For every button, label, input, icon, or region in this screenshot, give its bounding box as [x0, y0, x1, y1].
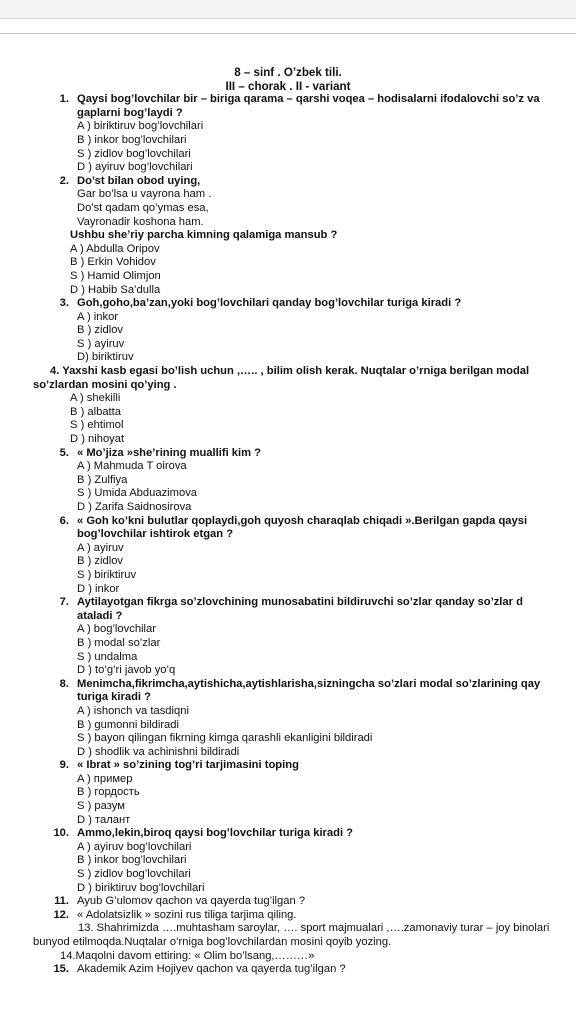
question-15 [0, 963, 576, 977]
top-bar [0, 0, 576, 19]
question-text: ataladi ? [77, 609, 123, 622]
option-s: S ) bayon qilingan fikrning kimga qarashli ekanligini bildiradi [77, 732, 373, 745]
option-a: A ) ayiruv [77, 541, 124, 554]
poem-line: Gar bo’lsa u vayrona ham . [77, 188, 212, 201]
question-3 [0, 297, 576, 311]
question-text: Goh,goho,ba’zan,yoki bog’lovchilari qanday bog’lovchilar turiga kiradi ? [77, 297, 462, 310]
option-b: B ) zidlov [77, 555, 124, 568]
question-text: Aytilayotgan fikrga so’zlovchining munosabatini bildiruvchi so’zlar qanday so’zlar d [77, 596, 523, 609]
question-4: 4. Yaxshi kasb egasi bo’lish uchun ,….. , bilim olish kerak. Nuqtalar o’rniga berilgan modal [50, 365, 530, 378]
question-text: « Ibrat » so’zining tog’ri tarjimasini toping [77, 759, 299, 772]
option-d: D ) ayiruv bog’lovchilari [77, 161, 193, 174]
question-14: 14.Maqolni davom ettiring: « Olim bo’lsang,………» [60, 949, 315, 962]
option-d: D ) biriktiruv bog’lovchilari [77, 881, 205, 894]
question-10 [0, 827, 576, 841]
option-d: D ) nihoyat [70, 433, 125, 446]
option-s: S ) Hamid Olimjon [70, 269, 161, 282]
question-number: 10. [53, 827, 69, 840]
question-text: so’zlardan mosini qo’ying . [33, 378, 177, 391]
option-s: S ) undalma [77, 650, 138, 663]
question-text: Ammo,lekin,biroq qaysi bog’lovchilar turiga kiradi ? [77, 827, 354, 840]
question-1 [0, 93, 576, 120]
option-s: S ) biriktiruv [77, 568, 137, 581]
option-s: S ) разум [77, 800, 125, 813]
question-text: bog’lovchilar ishtirok etgan ? [77, 528, 234, 541]
question-number: 3. [59, 297, 69, 310]
option-b: B ) gumonni bildiradi [77, 718, 179, 731]
question-text: turiga kiradi ? [77, 691, 151, 704]
option-b: B ) гордость [77, 786, 140, 799]
question-number: 6. [59, 514, 69, 527]
poem-line: Do’st qadam qo’ymas esa, [77, 201, 209, 214]
question-text: Qaysi bog’lovchilar bir – biriga qarama – qarshi voqea – hodisalarni ifodalovchi so’z va [77, 93, 540, 106]
question-text: « Goh ko’kni bulutlar qoplaydi,goh quyosh charaqlab chiqadi ».Berilgan gapda qaysi [77, 514, 528, 527]
question-number: 1. [59, 93, 69, 106]
question-13: 13. Shahrimizda ….muhtasham saroylar, …. sport majmualari ,….zamonaviy turar – joy binolari [78, 922, 550, 935]
poem-line: Vayronadir koshona ham. [77, 215, 204, 228]
option-a: A ) biriktiruv bog’lovchilari [77, 120, 204, 133]
option-d: D ) Zarifa Saidnosirova [77, 501, 192, 513]
poem-line: Do’st bilan obod uying, [77, 174, 201, 187]
option-a: A ) shekilli [70, 392, 121, 405]
question-number: 15. [53, 963, 69, 976]
option-s: S ) zidlov bog’lovchilari [77, 147, 191, 160]
question-text: bunyod etilmoqda.Nuqtalar o’rniga bog’lovchilardan mosini qoyib yozing. [33, 936, 392, 948]
option-s: S ) zidlov bog’lovchilari [77, 868, 191, 881]
question-text: Akademik Azim Hojiyev qachon va qayerda tug’ilgan ? [77, 963, 346, 976]
option-a: A ) пример [77, 772, 133, 785]
option-s: S ) ayiruv [77, 337, 125, 350]
question-text: Menimcha,fikrimcha,aytishicha,aytishlarisha,sizningcha so’zlari modal so’zlarining qay [77, 677, 541, 690]
option-a: A ) Abdulla Oripov [70, 242, 160, 255]
question-number: 7. [59, 596, 69, 609]
question-number: 12. [53, 908, 69, 921]
question-8 [0, 678, 576, 705]
question-11 [0, 895, 576, 909]
question-number: 11. [54, 895, 69, 908]
question-number: 9. [59, 759, 69, 772]
question-text: gaplarni bog’laydi ? [77, 106, 183, 119]
option-d: D ) inkor [77, 582, 120, 595]
question-text: « Adolatsizlik » sozini rus tiliga tarjima qiling. [77, 908, 297, 921]
option-b: B ) modal so’zlar [77, 636, 161, 649]
option-d: D) biriktiruv [77, 351, 134, 364]
option-b: B ) inkor bog’lovchilari [77, 854, 187, 867]
option-b: B ) Erkin Vohidov [70, 256, 156, 269]
question-5 [0, 447, 576, 461]
question-number: 5. [59, 446, 69, 459]
option-d: D ) to’g’ri javob yo’q [77, 664, 176, 677]
question-7 [0, 596, 576, 623]
header-divider [0, 33, 576, 34]
question-2 [0, 175, 576, 189]
question-12 [0, 909, 576, 923]
question-9 [0, 759, 576, 773]
question-text: Ayub G’ulomov qachon va qayerda tug’ilgan ? [77, 895, 306, 908]
option-b: B ) zidlov [77, 324, 124, 337]
option-a: A ) bog’lovchilar [77, 623, 156, 636]
document-title: 8 – sinf . O’zbek tili. [234, 66, 342, 79]
question-6 [0, 515, 576, 542]
document-subtitle: III – chorak . II - variant [225, 79, 351, 93]
question-text: Ushbu she’riy parcha kimning qalamiga mansub ? [70, 229, 338, 242]
question-number: 2. [59, 174, 69, 187]
option-a: A ) inkor [77, 310, 119, 323]
option-d: D ) Habib Sa’dulla [70, 283, 161, 296]
option-b: B ) Zulfiya [77, 473, 128, 486]
question-number: 8. [59, 677, 69, 690]
option-a: A ) Mahmuda T oirova [77, 460, 187, 473]
option-s: S ) ehtimol [70, 419, 124, 432]
question-text: « Mo’jiza »she’rining muallifi kim ? [77, 446, 262, 459]
option-d: D ) shodlik va achinishni bildiradi [77, 745, 240, 758]
option-s: S ) Umida Abduazimova [77, 487, 198, 500]
option-d: D ) талант [77, 813, 131, 826]
option-b: B ) albatta [70, 405, 121, 418]
option-b: B ) inkor bog’lovchilari [77, 133, 187, 146]
option-a: A ) ishonch va tasdiqni [77, 704, 189, 717]
test-document [0, 66, 576, 977]
option-a: A ) ayiruv bog’lovchilari [77, 840, 192, 853]
